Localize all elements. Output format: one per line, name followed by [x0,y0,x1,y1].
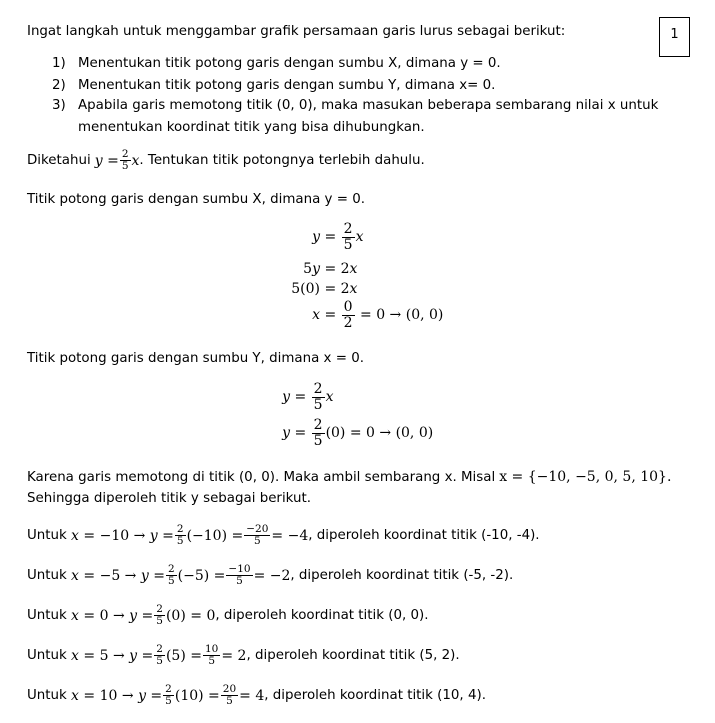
y-int-eq-1: y = $\frac{2}{5}$ x [282,381,334,413]
eval-row-3: Untuk x = 0 → y = $\frac{2}{5}$ (0) = 0 , diperoleh koordinat titik (0, 0). [27,603,429,628]
x-int-eq-1: y = $\frac{2}{5}$ x [312,221,364,253]
x-int-eq-2: 5y = 2 x [303,261,358,277]
x-int-eq-3: 5(0) = 2 x [291,281,358,297]
eval-row-5: Untuk x = 10 → y = $\frac{2}{5}$ (10) = $\frac{20}{5}$ = 4 , diperoleh koordinat titik (10, 4). [27,683,486,708]
step-2-num: 2) [52,78,66,93]
page-number-box [659,17,690,57]
given-prefix: Diketahui [27,153,91,169]
sample-set: x = {−10, −5, 0, 5, 10}. [499,469,672,485]
given-suffix: . Tentukan titik potongnya terlebih dahulu. [139,153,425,169]
x-intercept-heading: Titik potong garis dengan sumbu X, dimana y = 0. [27,192,365,207]
origin-note-text: Karena garis memotong di titik (0, 0). Maka ambil sembarang x. Misal [27,469,496,485]
page-number: 1 [670,27,679,42]
x-int-eq-4: x = $\frac{0}{2}$ = 0 → (0, 0) [312,299,444,331]
step-2-text: Menentukan titik potong garis dengan sumbu Y, dimana x= 0. [78,78,496,93]
origin-note-line2: Sehingga diperoleh titik y sebagai berikut. [27,491,311,506]
eval-row-2: Untuk x = −5 → y = $\frac{2}{5}$ (−5) = $\frac{-10}{5}$ = −2 , diperoleh koordinat titik (-5, -2). [27,563,514,588]
step-3-text-cont: menentukan koordinat titik yang bisa dihubungkan. [78,120,425,135]
step-3-num: 3) [52,98,66,113]
y-intercept-heading: Titik potong garis dengan sumbu Y, dimana x = 0. [27,351,364,366]
intro-text: Ingat langkah untuk menggambar grafik persamaan garis lurus sebagai berikut: [27,24,566,39]
eval-row-4: Untuk x = 5 → y = $\frac{2}{5}$ (5) = $\frac{10}{5}$ = 2 , diperoleh koordinat titik (5, 2). [27,643,460,668]
y-int-eq-2: y = $\frac{2}{5}$ (0) = 0 → (0, 0) [282,417,434,449]
origin-note [27,469,671,485]
step-3-text: Apabila garis memotong titik (0, 0), maka masukan beberapa sembarang nilai x untuk [78,98,659,113]
given-line: Diketahui y = $\frac{2}{5}$ x . Tentukan titik potongnya terlebih dahulu. [27,148,425,173]
step-1-text: Menentukan titik potong garis dengan sumbu X, dimana y = 0. [78,56,501,71]
step-1-num: 1) [52,56,66,71]
eval-row-1: Untuk x = −10 → y = $\frac{2}{5}$ (−10) = $\frac{-20}{5}$ = −4 , diperoleh koordinat titik (-10, -4). [27,523,540,548]
